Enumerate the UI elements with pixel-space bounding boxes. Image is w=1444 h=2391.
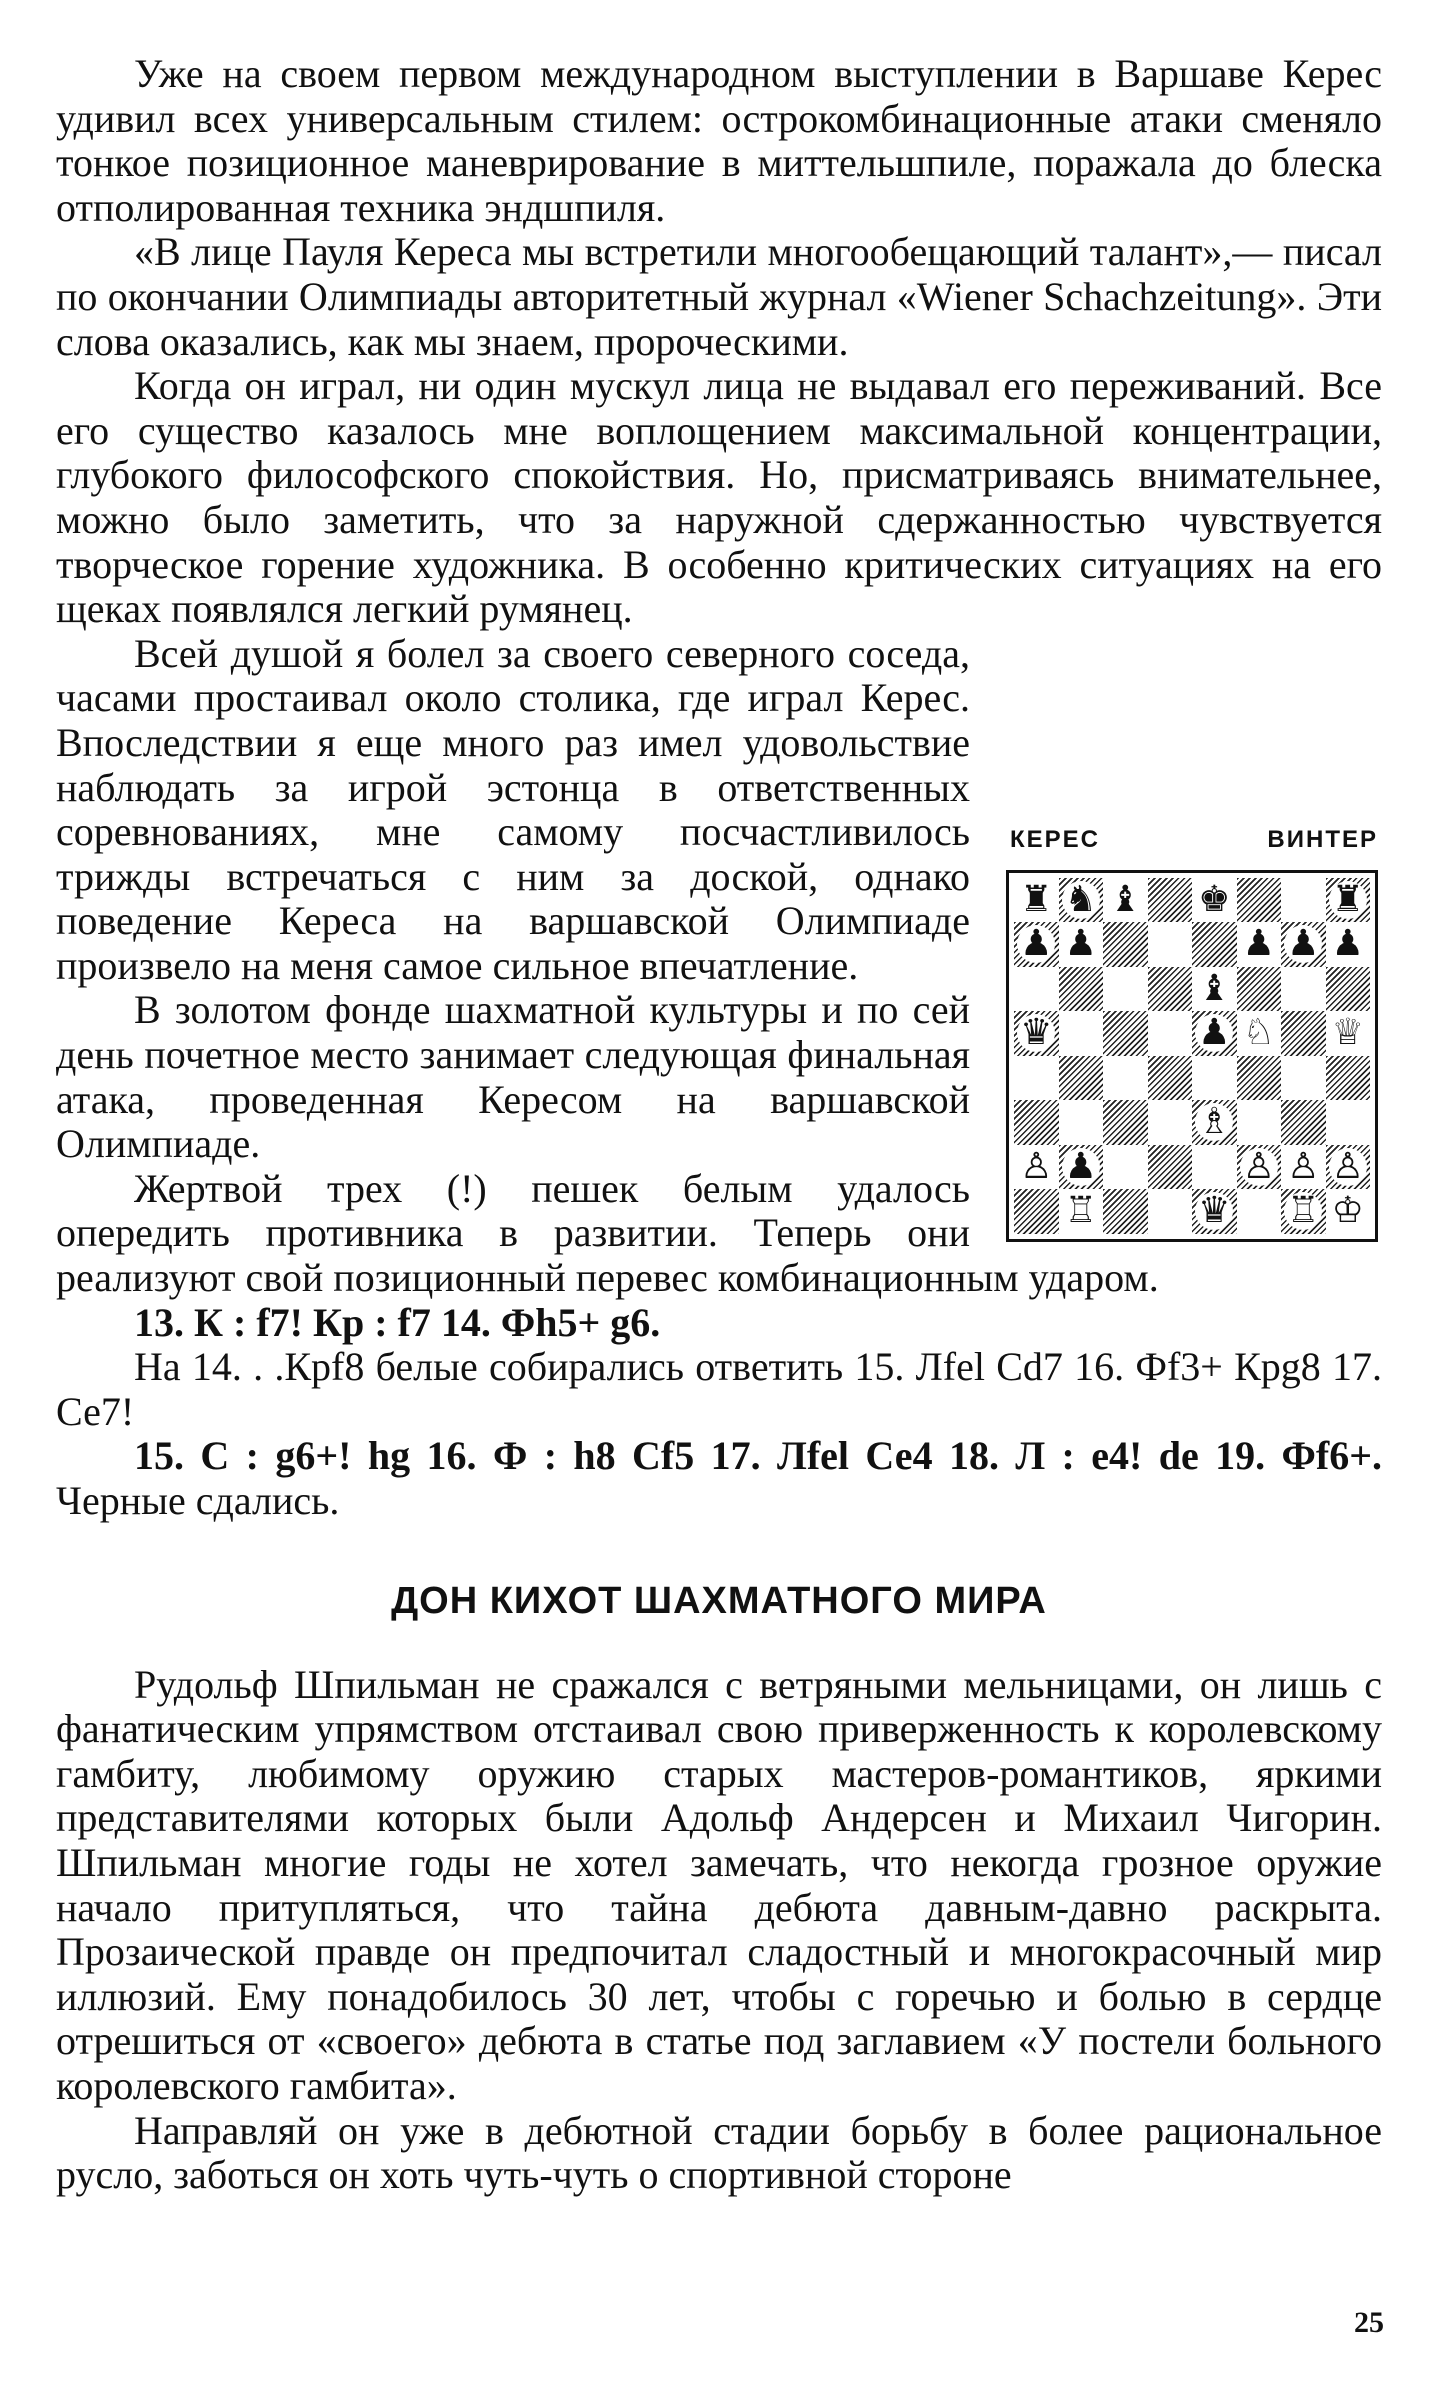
square-d6 [1148, 967, 1193, 1012]
square-a5 [1014, 1011, 1059, 1056]
white-knight-icon: ♘ [1242, 1012, 1275, 1054]
square-e8 [1192, 878, 1237, 923]
square-g3 [1281, 1100, 1326, 1145]
square-b7 [1059, 922, 1104, 967]
black-pawn-icon: ♟ [1062, 1148, 1100, 1186]
paragraph-4: Всей душой я болел за своего северного соседа, часами простаивал около столика, где играл Керес. Впоследствии я еще много раз имел удовольствие наблюдать за игрой эстонца в ответственных соревнованиях, мне самому посчастливилось трижды встречаться с ним за доской, однако поведение Кереса на варшавской Олимпиаде произвело на меня самое сильное впечатление. [56, 630, 970, 988]
square-d5 [1148, 1011, 1193, 1056]
square-e6 [1192, 967, 1237, 1012]
square-b1 [1059, 1189, 1104, 1234]
square-f7 [1237, 922, 1282, 967]
square-g6 [1281, 967, 1326, 1012]
square-a1 [1014, 1189, 1059, 1234]
square-a3 [1014, 1100, 1059, 1145]
chess-board [1014, 878, 1370, 1234]
square-h3 [1326, 1100, 1371, 1145]
square-c7 [1103, 922, 1148, 967]
square-a4 [1014, 1056, 1059, 1101]
square-h6 [1326, 967, 1371, 1012]
square-c4 [1103, 1056, 1148, 1101]
square-a6 [1014, 967, 1059, 1012]
black-pawn-icon: ♟ [1017, 925, 1055, 963]
white-player-label: КЕРЕС [1010, 825, 1101, 853]
square-g1 [1281, 1189, 1326, 1234]
paragraph-6: Жертвой трех (!) пешек белым удалось опередить противника в развитии. Теперь они реализуют свой позиционный перевес комбинационным ударом. [56, 1165, 1159, 1301]
black-pawn-icon: ♟ [1195, 1014, 1233, 1052]
black-bishop-icon: ♝ [1109, 878, 1142, 920]
square-h8 [1326, 878, 1371, 923]
black-rook-icon: ♜ [1020, 878, 1053, 920]
square-c8 [1103, 878, 1148, 923]
square-h7 [1326, 922, 1371, 967]
moves-line-1: 13. К : f7! Кр : f7 14. Фh5+ g6. [134, 1299, 661, 1345]
white-rook-icon: ♖ [1064, 1190, 1097, 1232]
square-f8 [1237, 878, 1282, 923]
moves-line-3-bold: 15. С : g6+! hg 16. Ф : h8 Cf5 17. Лfel Се4 18. Л : е4! de 19. Фf6+. [134, 1433, 1382, 1479]
moves-line-3 [56, 1434, 1382, 1523]
page-number: 25 [1354, 2306, 1384, 2339]
square-h4 [1326, 1056, 1371, 1101]
paragraph-7: Рудольф Шпильман не сражался с ветряными мельницами, он лишь с фанатическим упрямством отстаивал свою приверженность к королевскому гамбиту, любимому оружию старых мастеров-романтиков, яркими представителями которых были Адольф Андерсен и Михаил Чигорин. Шпильман многие годы не хотел замечать, что некогда грозное оружие начало притупляться, что тайна дебюта давным-давно раскрыта. Прозаической правде он предпочитал сладостный и многокрасочный мир иллюзий. Ему понадобилось 30 лет, чтобы с горечью и болью в сердце отрешиться от «своего» дебюта в статье под заглавием «У постели больного королевского гамбита». [56, 1661, 1382, 2108]
square-c3 [1103, 1100, 1148, 1145]
square-b2 [1059, 1145, 1104, 1190]
square-d2 [1148, 1145, 1193, 1190]
square-d3 [1148, 1100, 1193, 1145]
square-d8 [1148, 878, 1193, 923]
board-frame [1006, 870, 1378, 1242]
square-a7 [1014, 922, 1059, 967]
square-c2 [1103, 1145, 1148, 1190]
square-d4 [1148, 1056, 1193, 1101]
square-e4 [1192, 1056, 1237, 1101]
square-f1 [1237, 1189, 1282, 1234]
square-c1 [1103, 1189, 1148, 1234]
square-b8 [1059, 878, 1104, 923]
chess-diagram [1006, 820, 1382, 1242]
white-pawn-icon: ♙ [1020, 1145, 1053, 1187]
black-queen-icon: ♛ [1195, 1192, 1233, 1230]
white-rook-icon: ♖ [1284, 1192, 1322, 1230]
black-player-label: ВИНТЕР [1267, 825, 1378, 853]
square-f5 [1237, 1011, 1282, 1056]
square-c6 [1103, 967, 1148, 1012]
white-pawn-icon: ♙ [1240, 1148, 1278, 1186]
diagram-labels [1006, 820, 1382, 860]
square-h2 [1326, 1145, 1371, 1190]
moves-line-3-rest: Черные сдались. [56, 1478, 340, 1523]
square-f4 [1237, 1056, 1282, 1101]
paragraph-8: Направляй он уже в дебютной стадии борьбу в более рациональное русло, заботься он хоть чуть-чуть о спортивной стороне [56, 2107, 1382, 2198]
white-king-icon: ♔ [1331, 1190, 1364, 1232]
black-pawn-icon: ♟ [1242, 923, 1275, 965]
white-queen-icon: ♕ [1331, 1012, 1364, 1054]
square-a8 [1014, 878, 1059, 923]
section-heading: ДОН КИХОТ ШАХМАТНОГО МИРА [391, 1579, 1047, 1622]
square-c5 [1103, 1011, 1148, 1056]
square-f6 [1237, 967, 1282, 1012]
paragraph-5: В золотом фонде шахматной культуры и по сей день почетное место занимает следующая финальная атака, проведенная Кересом на варшавской Олимпиаде. [56, 987, 970, 1167]
paragraph-2: «В лице Пауля Кереса мы встретили многообещающий талант»,— писал по окончании Олимпиады авторитетный журнал «Wiener Schachzeitung». Эти слова оказались, как мы знаем, пророческими. [56, 229, 1382, 364]
square-g2 [1281, 1145, 1326, 1190]
black-pawn-icon: ♟ [1284, 925, 1322, 963]
square-b4 [1059, 1056, 1104, 1101]
square-f2 [1237, 1145, 1282, 1190]
paragraph-1: Уже на своем первом международном выступлении в Варшаве Керес удивил всех универсальным стилем: острокомбинационные атаки сменяло тонкое позиционное маневрирование в миттельшпиле, поражала до блеска отполированная техника эндшпиля. [56, 51, 1382, 230]
square-d1 [1148, 1189, 1193, 1234]
square-h5 [1326, 1011, 1371, 1056]
square-d7 [1148, 922, 1193, 967]
square-g5 [1281, 1011, 1326, 1056]
square-e5 [1192, 1011, 1237, 1056]
square-b3 [1059, 1100, 1104, 1145]
black-pawn-icon: ♟ [1064, 923, 1097, 965]
black-pawn-icon: ♟ [1331, 923, 1364, 965]
square-e1 [1192, 1189, 1237, 1234]
square-g8 [1281, 878, 1326, 923]
square-h1 [1326, 1189, 1371, 1234]
white-bishop-icon: ♗ [1195, 1103, 1233, 1141]
square-e3 [1192, 1100, 1237, 1145]
square-g7 [1281, 922, 1326, 967]
black-bishop-icon: ♝ [1198, 967, 1231, 1009]
page [56, 52, 1382, 2198]
square-f3 [1237, 1100, 1282, 1145]
black-king-icon: ♚ [1198, 878, 1231, 920]
black-rook-icon: ♜ [1329, 881, 1367, 919]
diagram-section [56, 632, 1382, 1524]
square-e7 [1192, 922, 1237, 967]
black-queen-icon: ♛ [1017, 1014, 1055, 1052]
square-a2 [1014, 1145, 1059, 1190]
square-b6 [1059, 967, 1104, 1012]
square-b5 [1059, 1011, 1104, 1056]
white-pawn-icon: ♙ [1287, 1145, 1320, 1187]
white-pawn-icon: ♙ [1329, 1148, 1367, 1186]
square-e2 [1192, 1145, 1237, 1190]
moves-line-2: На 14. . .Кpf8 белые собирались ответить 15. Лfel Cd7 16. Фf3+ Кpg8 17. Се7! [56, 1344, 1382, 1434]
square-g4 [1281, 1056, 1326, 1101]
black-knight-icon: ♞ [1062, 881, 1100, 919]
paragraph-3: Когда он играл, ни один мускул лица не выдавал его переживаний. Все его существо казалось мне воплощением максимальной концентрации, глубокого философского спокойствия. Но, присматриваясь внимательнее, можно было заметить, что за наружной сдержанностью чувствуется творческое горение художника. В особенно критических ситуациях на его щеках появлялся легкий румянец. [56, 363, 1382, 632]
